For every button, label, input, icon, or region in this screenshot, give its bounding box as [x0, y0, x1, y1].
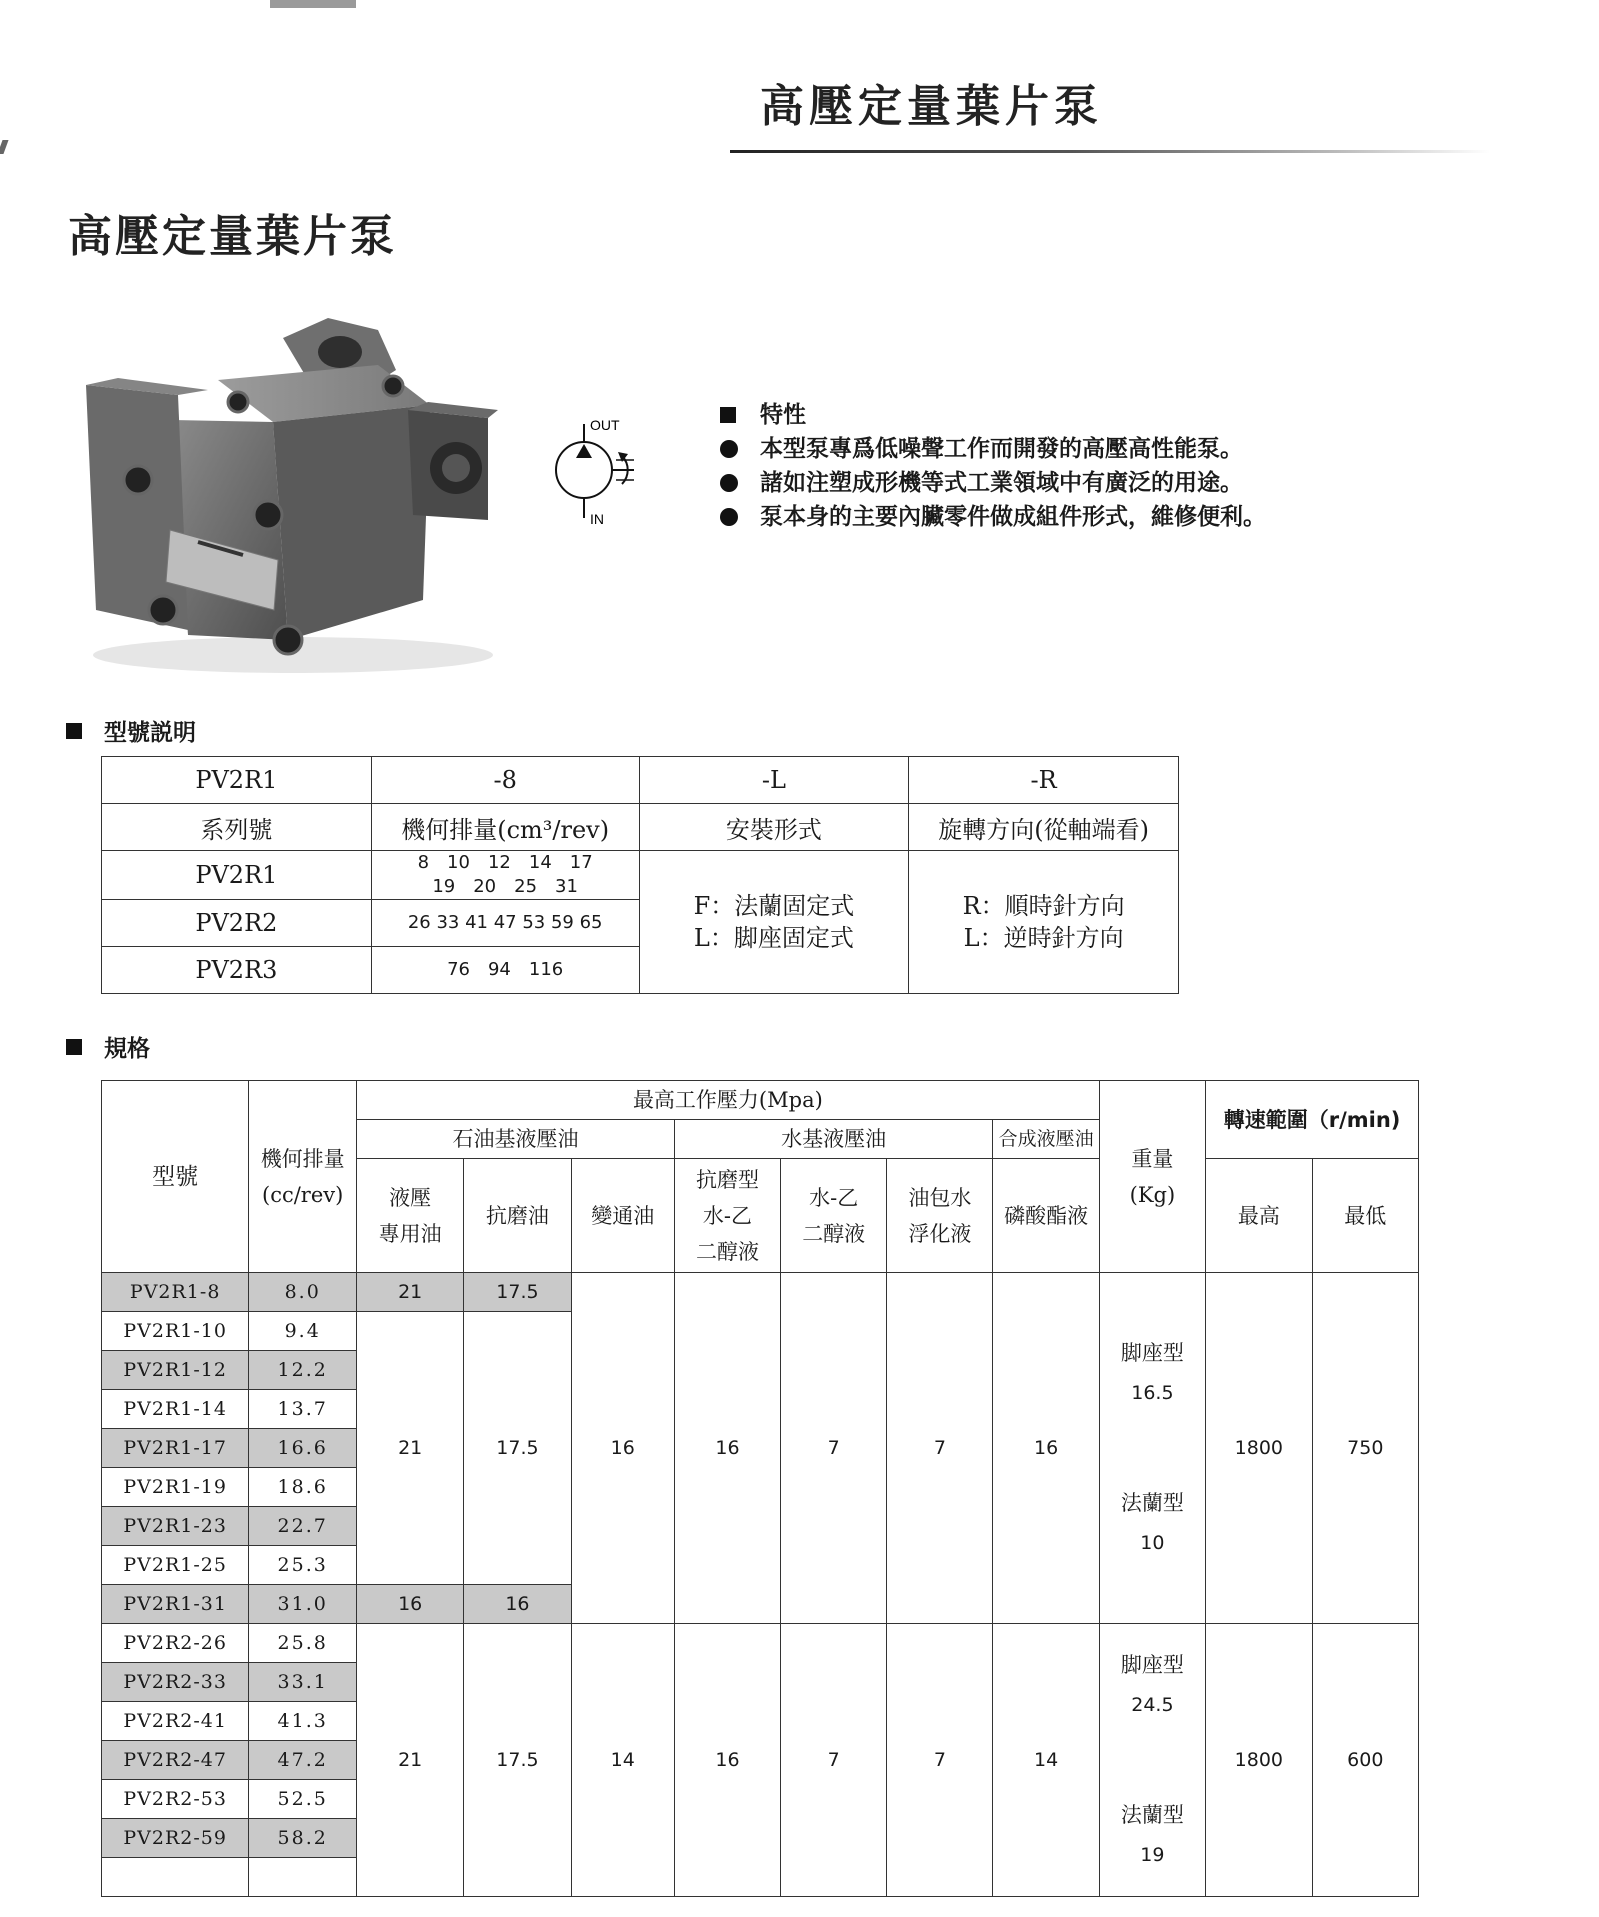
square-bullet-icon [66, 1039, 82, 1055]
model-section-heading: 型號説明 [66, 714, 196, 747]
head-speed-max: 最高 [1206, 1159, 1312, 1273]
square-bullet-icon [720, 407, 736, 423]
displacement-values: 26 33 41 47 53 59 65 [371, 900, 639, 947]
table-row: PV2R2-53 52.5 [102, 1780, 1419, 1819]
spec-table [101, 1080, 1419, 1897]
table-row: PV2R2-59 58.2 [102, 1819, 1419, 1858]
speed-max-group-1: 1800 [1206, 1273, 1312, 1624]
head-model: 型號 [102, 1081, 249, 1273]
head-petroleum: 石油基液壓油 [357, 1120, 675, 1159]
corner-decoration [270, 0, 356, 8]
series-name: PV2R1 [102, 851, 372, 900]
weight-group-1: 脚座型 16.5 法蘭型 10 [1099, 1273, 1205, 1624]
table-row: PV2R1-10 9.4 21 17.5 [102, 1312, 1419, 1351]
label-mount: 安裝形式 [639, 804, 909, 851]
feature-item: 諸如注塑成形機等式工業領域中有廣泛的用途。 [720, 466, 1266, 500]
mount-options: F：法蘭固定式 L：脚座固定式 [639, 851, 909, 994]
displacement-values: 76 94 116 [371, 947, 639, 994]
bullet-icon [720, 440, 738, 458]
code-rotation: -R [909, 757, 1179, 804]
table-row: PV2R2-26 25.8 21 17.5 14 16 7 7 14 脚座型 24.5 法蘭型 19 1800 600 [102, 1624, 1419, 1663]
pump-photo [78, 310, 508, 680]
table-row: PV2R1-12 12.2 [102, 1351, 1419, 1390]
head-col-emulsion: 油包水 浮化液 [887, 1159, 993, 1273]
table-row: PV2R1-8 8.0 21 17.5 16 16 7 7 16 脚座型 16.5 法蘭型 10 1800 750 [102, 1273, 1419, 1312]
code-series: PV2R1 [102, 757, 372, 804]
page-title: 高壓定量葉片泵 [68, 211, 397, 262]
square-bullet-icon [66, 723, 82, 739]
spec-section-heading: 規格 [66, 1030, 150, 1063]
code-mount: -L [639, 757, 909, 804]
features-heading: 特性 [720, 398, 1266, 432]
series-name: PV2R3 [102, 947, 372, 994]
model-code-table [101, 756, 1179, 994]
head-col-hydraulic-oil: 液壓 專用油 [357, 1159, 464, 1273]
bullet-icon [720, 474, 738, 492]
rotation-options: R：順時針方向 L：逆時針方向 [909, 851, 1179, 994]
pump-symbol [552, 414, 662, 534]
in-label: IN [590, 511, 604, 527]
table-row: PV2R1-23 22.7 [102, 1507, 1419, 1546]
table-row: PV2R1-19 18.6 [102, 1468, 1419, 1507]
head-col-general-oil: 變通油 [571, 1159, 674, 1273]
out-label: OUT [590, 417, 620, 433]
head-synthetic: 合成液壓油 [993, 1120, 1099, 1159]
top-title: 高壓定量葉片泵 [760, 81, 1103, 132]
speed-min-group-1: 750 [1312, 1273, 1418, 1624]
displacement-values: 8 10 12 14 17 19 20 25 31 [371, 851, 639, 900]
head-col-antiwear-glycol: 抗磨型 水-乙 二醇液 [674, 1159, 780, 1273]
table-row: PV2R1-25 25.3 [102, 1546, 1419, 1585]
label-series: 系列號 [102, 804, 372, 851]
table-row: PV2R1-14 13.7 [102, 1390, 1419, 1429]
head-weight: 重量 (Kg) [1099, 1081, 1205, 1273]
head-pressure: 最高工作壓力(Mpa) [357, 1081, 1100, 1120]
table-row: PV2R1-31 31.0 16 16 [102, 1585, 1419, 1624]
weight-group-2: 脚座型 24.5 法蘭型 19 [1099, 1624, 1205, 1897]
feature-item: 泵本身的主要內臟零件做成組件形式，維修便利。 [720, 500, 1266, 534]
speed-min-group-2: 600 [1312, 1624, 1418, 1897]
head-water: 水基液壓油 [674, 1120, 993, 1159]
table-row: PV2R2-47 47.2 [102, 1741, 1419, 1780]
speed-max-group-2: 1800 [1206, 1624, 1312, 1897]
label-displacement: 機何排量(cm³/rev) [371, 804, 639, 851]
head-speed: 轉速範圍（r/min) [1206, 1081, 1419, 1159]
table-row: PV2R1-17 16.6 [102, 1429, 1419, 1468]
head-col-phosphate: 磷酸酯液 [993, 1159, 1099, 1273]
corner-decoration-left [0, 140, 9, 154]
table-row: PV2R2-41 41.3 [102, 1702, 1419, 1741]
head-speed-min: 最低 [1312, 1159, 1418, 1273]
head-col-antiwear-oil: 抗磨油 [464, 1159, 571, 1273]
series-name: PV2R2 [102, 900, 372, 947]
bullet-icon [720, 508, 738, 526]
features-list [720, 398, 1266, 534]
code-displacement: -8 [371, 757, 639, 804]
head-col-glycol: 水-乙 二醇液 [781, 1159, 887, 1273]
feature-item: 本型泵專爲低噪聲工作而開發的高壓高性能泵。 [720, 432, 1266, 466]
label-rotation: 旋轉方向(從軸端看) [909, 804, 1179, 851]
head-displacement: 機何排量 (cc/rev) [249, 1081, 357, 1273]
title-rule [730, 150, 1490, 153]
table-row: PV2R2-33 33.1 [102, 1663, 1419, 1702]
